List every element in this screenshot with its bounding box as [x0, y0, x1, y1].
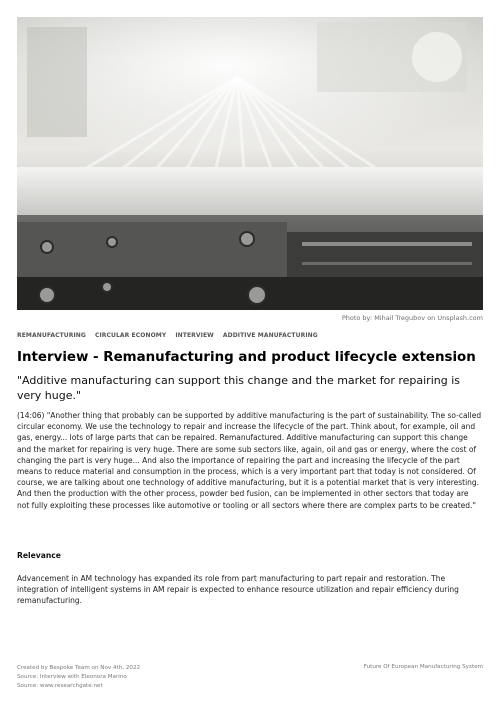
footer-sources: [17, 664, 140, 690]
tag-additive-manufacturing[interactable]: ADDITIVE MANUFACTURING: [222, 332, 318, 339]
footer-created: Created by Bespoke Team on Nov 4th, 2022: [17, 665, 141, 671]
relevance-text: Advancement in AM technology has expanded its role from part manufacturing to part repair and restoration. The integration of intelligent systems in AM repair is expected to enhance resource utilization and repair efficiency during remanufacturing.: [17, 574, 459, 606]
tag-remanufacturing[interactable]: REMANUFACTURING: [17, 332, 86, 339]
tag-list: [17, 332, 318, 339]
photo-credit: Photo by: Mihail Tregubov on Unsplash.com: [341, 314, 483, 322]
hero-photo-illustration: [17, 17, 483, 310]
article-body: (14:06) "Another thing that probably can be supported by additive manufacturing is the part of sustainability. The so-called circular economy. We use the technology to repair and increase the lifecycle of the part. Think about, for example, oil and gas, energy... lots of large parts that can be repaired. Remanufactured. Additive manufacturing can support this change and the market for repairing is very huge. There are some sub sectors like, again, oil and gas or energy, where the cost of changing the part is very huge... And also the importance of repairing the part and increasing the lifecycle of the part means to reduce material and consumption in the process, which is a very important part that today is not considered. Of course, we are talking about one technology of additive manufacturing, but it is a potential market that is very interesting. And then the production with the other process, powder bed fusion, can be implemented in other sectors that today are not fully exploiting these processes like automotive or tooling or all sectors where there are complex parts to be created.": [17, 411, 482, 510]
article-title: Interview - Remanufacturing and product lifecycle extension: [17, 350, 476, 365]
article-subtitle-quote: "Additive manufacturing can support this change and the market for repairing is very huge.": [17, 374, 461, 402]
hero-photo: [17, 17, 483, 310]
tag-interview[interactable]: INTERVIEW: [175, 332, 214, 339]
relevance-heading: Relevance: [17, 551, 61, 560]
tag-circular-economy[interactable]: CIRCULAR ECONOMY: [94, 332, 167, 339]
footer-collection: Future Of European Manufacturing System: [363, 664, 483, 670]
footer-source-link[interactable]: Source: www.researchgate.net: [17, 682, 103, 689]
footer-source-interview: Source: Interview with Eleonora Marino: [17, 673, 127, 680]
